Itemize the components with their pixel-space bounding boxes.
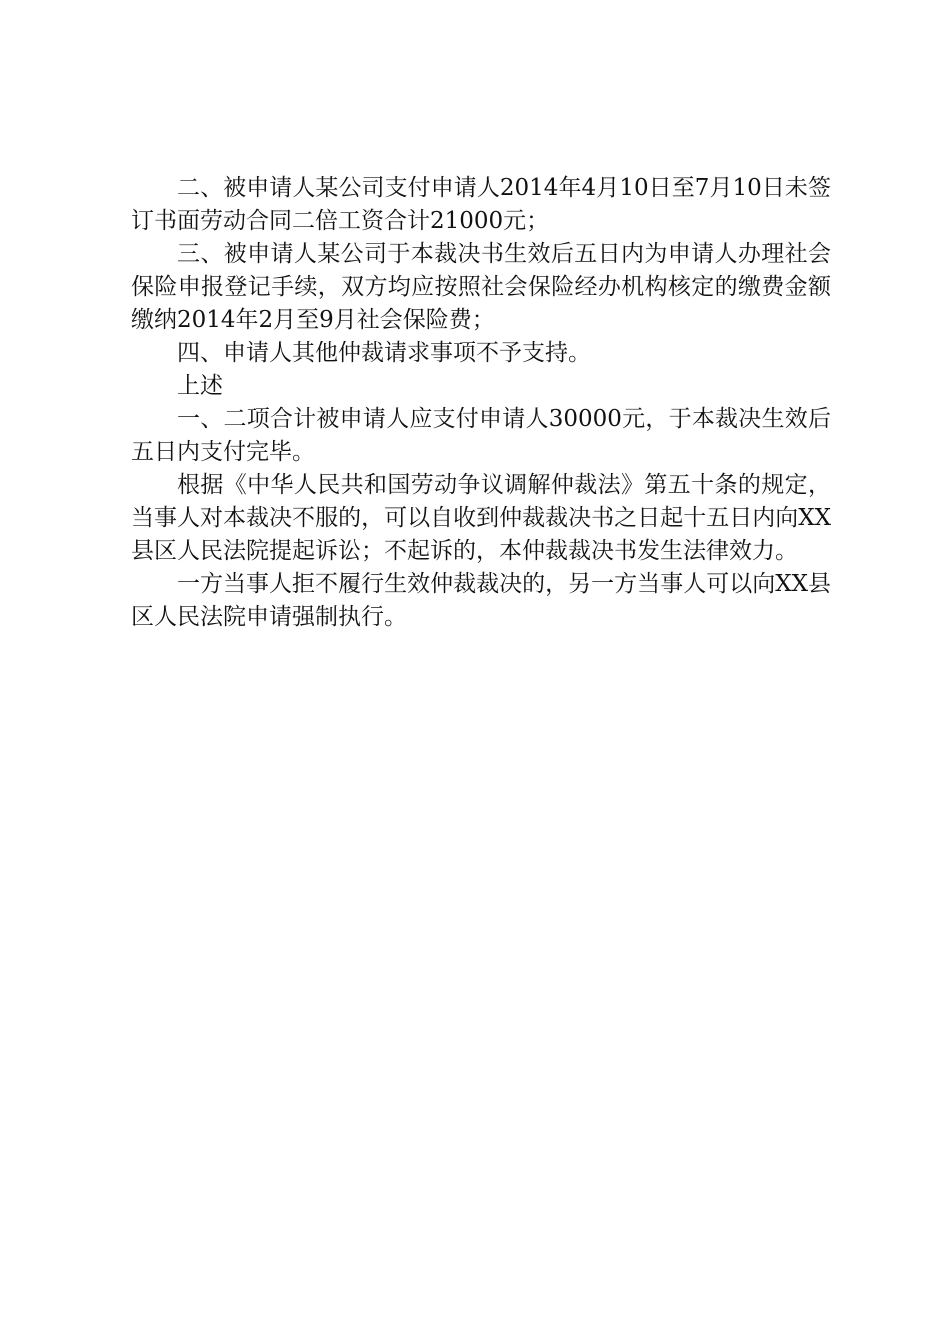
paragraph-total-payment: 一、二项合计被申请人应支付申请人30000元，于本裁决生效后五日内支付完毕。 xyxy=(131,406,831,465)
paragraph-item-2: 二、被申请人某公司支付申请人2014年4月10日至7月10日未签订书面劳动合同二倍工资合计21000元； xyxy=(131,175,831,234)
paragraph-item-3: 三、被申请人某公司于本裁决书生效后五日内为申请人办理社会保险申报登记手续，双方均应按照社会保险经办机构核定的缴费金额缴纳2014年2月至9月社会保险费； xyxy=(131,241,831,333)
paragraph-enforcement: 一方当事人拒不履行生效仲裁裁决的，另一方当事人可以向XX县区人民法院申请强制执行。 xyxy=(131,571,831,630)
paragraph-item-4: 四、申请人其他仲裁请求事项不予支持。 xyxy=(177,340,591,366)
paragraph-legal-basis: 根据《中华人民共和国劳动争议调解仲裁法》第五十条的规定，当事人对本裁决不服的，可以自收到仲裁裁决书之日起十五日内向XX县区人民法院提起诉讼；不起诉的，本仲裁裁决书发生法律效力。 xyxy=(131,472,831,564)
paragraph-summary-label: 上述 xyxy=(177,373,223,399)
document-body xyxy=(131,172,831,634)
